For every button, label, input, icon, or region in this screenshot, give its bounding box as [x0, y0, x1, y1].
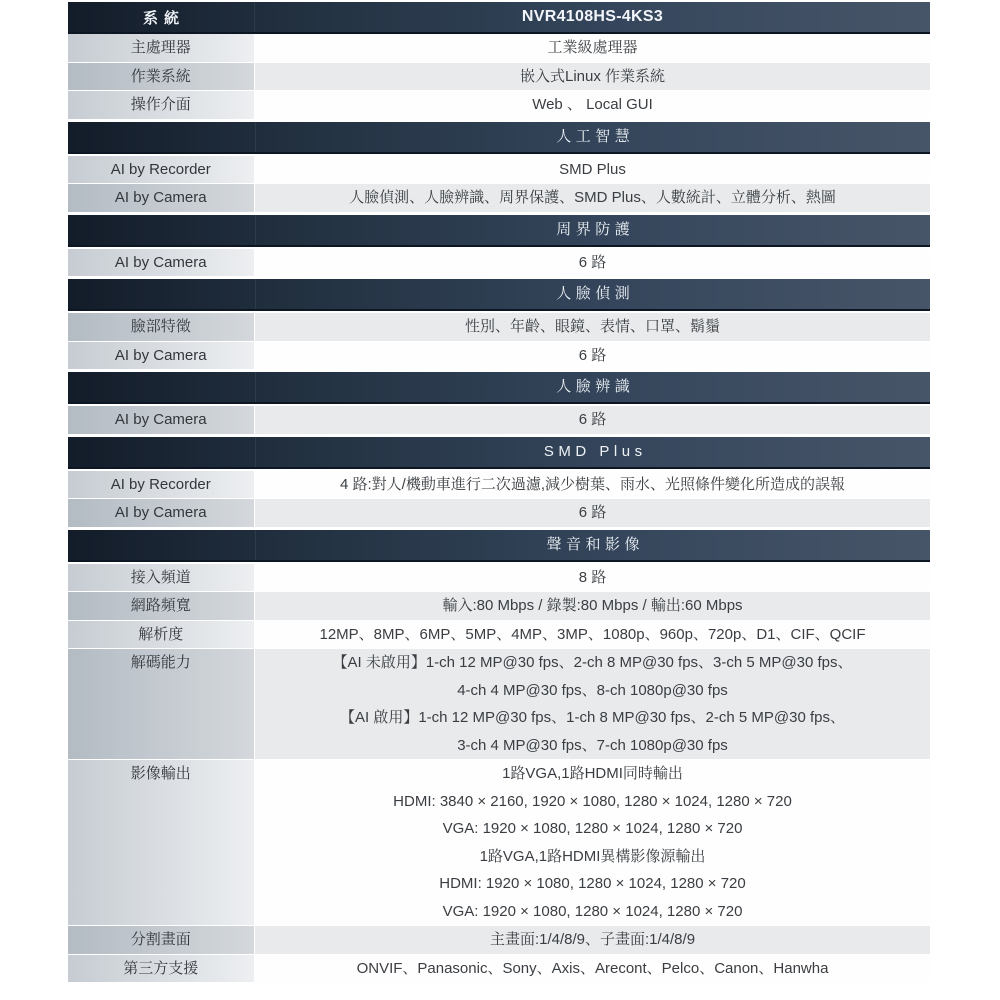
section-header [68, 122, 930, 154]
spec-label: 網路頻寬 [68, 592, 254, 620]
spec-value [255, 760, 930, 925]
spec-label: AI by Camera [68, 342, 254, 370]
system-section-label: 系統 [68, 2, 255, 32]
spec-row [68, 342, 930, 371]
section-title: SMD Plus [543, 442, 647, 460]
spec-row [68, 471, 930, 500]
spec-groups [68, 34, 930, 983]
section-header [68, 279, 930, 311]
spec-table [68, 2, 930, 983]
spec-value-line: 6 路 [578, 346, 607, 364]
spec-value-line: 【AI 啟用】1-ch 12 MP@30 fps、1-ch 8 MP@30 fps、2-ch 5 MP@30 fps、 [339, 709, 846, 726]
table-header-row [68, 2, 930, 34]
spec-value-line: 1路VGA,1路HDMI異構影像源輸出 [479, 847, 706, 865]
spec-label: 影像輸出 [68, 760, 254, 925]
section-header-spacer [68, 437, 256, 467]
spec-row [68, 760, 930, 926]
spec-label: AI by Camera [68, 249, 254, 277]
spec-label: 操作介面 [68, 91, 254, 119]
spec-value-line: 1路VGA,1路HDMI同時輸出 [502, 765, 683, 782]
spec-label: 主處理器 [68, 34, 254, 62]
section-header-spacer [68, 372, 256, 402]
spec-value [255, 955, 930, 983]
spec-value [255, 63, 930, 91]
spec-label: AI by Recorder [68, 471, 254, 499]
spec-value-line: HDMI: 3840 × 2160, 1920 × 1080, 1280 × 1024, 1280 × 720 [393, 792, 792, 810]
spec-label: 解析度 [68, 621, 254, 649]
spec-value-line: ONVIF、Panasonic、Sony、Axis、Arecont、Pelco、Canon、Hanwha [356, 959, 829, 977]
spec-value-line: 6 路 [578, 411, 607, 428]
spec-value-line: 性別、年齡、眼鏡、表情、口罩、鬍鬚 [464, 318, 720, 335]
section-header [68, 437, 930, 469]
spec-value [255, 471, 930, 499]
spec-row [68, 649, 930, 760]
spec-row [68, 156, 930, 185]
spec-row [68, 564, 930, 593]
spec-row [68, 926, 930, 955]
spec-value-line: 3-ch 4 MP@30 fps、7-ch 1080p@30 fps [457, 736, 728, 754]
spec-row [68, 34, 930, 63]
spec-value-line: 8 路 [578, 568, 607, 586]
spec-label: AI by Camera [68, 406, 254, 434]
spec-row [68, 184, 930, 213]
spec-value-line: VGA: 1920 × 1080, 1280 × 1024, 1280 × 720 [442, 820, 743, 837]
section-title: 人工智慧 [556, 127, 635, 145]
spec-value [255, 342, 930, 370]
spec-value [255, 249, 930, 277]
spec-row [68, 63, 930, 92]
section-header-spacer [68, 530, 256, 560]
spec-value [255, 313, 930, 341]
spec-value-line: Web 、 Local GUI [532, 96, 653, 113]
section-header [68, 215, 930, 247]
spec-label: 第三方支援 [68, 955, 254, 983]
spec-value-line: VGA: 1920 × 1080, 1280 × 1024, 1280 × 720 [442, 902, 743, 920]
spec-value-line: 輸入:80 Mbps / 錄製:80 Mbps / 輸出:60 Mbps [442, 597, 743, 614]
product-model-name: NVR4108HS-4KS3 [521, 8, 664, 25]
spec-row [68, 249, 930, 278]
spec-row [68, 91, 930, 120]
section-header-spacer [68, 122, 256, 152]
section-title: 聲音和影像 [546, 535, 644, 553]
spec-label: AI by Recorder [68, 156, 254, 184]
spec-value [255, 926, 930, 954]
spec-value [255, 621, 930, 649]
spec-label: AI by Camera [68, 184, 254, 212]
section-title: 人臉辨識 [556, 378, 635, 395]
spec-value [255, 499, 930, 527]
spec-value [255, 406, 930, 434]
spec-value [255, 564, 930, 592]
spec-row [68, 592, 930, 621]
spec-value [255, 34, 930, 62]
spec-label: 分割畫面 [68, 926, 254, 954]
spec-value-line: SMD Plus [559, 160, 626, 178]
spec-value-line: 嵌入式Linux 作業系統 [519, 67, 666, 85]
section-header-spacer [68, 279, 256, 309]
spec-value-line: 6 路 [578, 253, 607, 271]
spec-value-line: 人臉偵測、人臉辨識、周界保護、SMD Plus、人數統計、立體分析、熱圖 [349, 189, 836, 206]
spec-label: 作業系統 [68, 63, 254, 91]
section-header [68, 530, 930, 562]
spec-value [255, 184, 930, 212]
spec-row [68, 955, 930, 984]
spec-value-line: 主畫面:1/4/8/9、子畫面:1/4/8/9 [489, 931, 696, 948]
spec-value [255, 156, 930, 184]
spec-label: AI by Camera [68, 499, 254, 527]
section-header-spacer [68, 215, 256, 245]
spec-label: 臉部特徵 [68, 313, 254, 341]
spec-label: 解碼能力 [68, 649, 254, 759]
spec-value-line: 工業級處理器 [547, 39, 638, 56]
spec-value-line: 4 路:對人/機動車進行二次過濾,減少樹葉、雨水、光照條件變化所造成的誤報 [339, 475, 845, 493]
spec-value-line: 【AI 未啟用】1-ch 12 MP@30 fps、2-ch 8 MP@30 fps、3-ch 5 MP@30 fps、 [332, 654, 853, 671]
spec-value [255, 592, 930, 620]
spec-value-line: 4-ch 4 MP@30 fps、8-ch 1080p@30 fps [457, 681, 728, 699]
section-title: 周界防護 [556, 220, 635, 238]
spec-value-line: 12MP、8MP、6MP、5MP、4MP、3MP、1080p、960p、720p、D1、CIF、QCIF [319, 625, 866, 643]
section-title: 人臉偵測 [556, 285, 635, 302]
section-header [68, 372, 930, 404]
spec-label: 接入頻道 [68, 564, 254, 592]
spec-row [68, 499, 930, 528]
spec-value [255, 91, 930, 119]
spec-row [68, 406, 930, 435]
spec-row [68, 621, 930, 650]
spec-value-line: 6 路 [578, 504, 607, 521]
spec-row [68, 313, 930, 342]
spec-value-line: HDMI: 1920 × 1080, 1280 × 1024, 1280 × 720 [439, 875, 746, 892]
spec-value [255, 649, 930, 759]
